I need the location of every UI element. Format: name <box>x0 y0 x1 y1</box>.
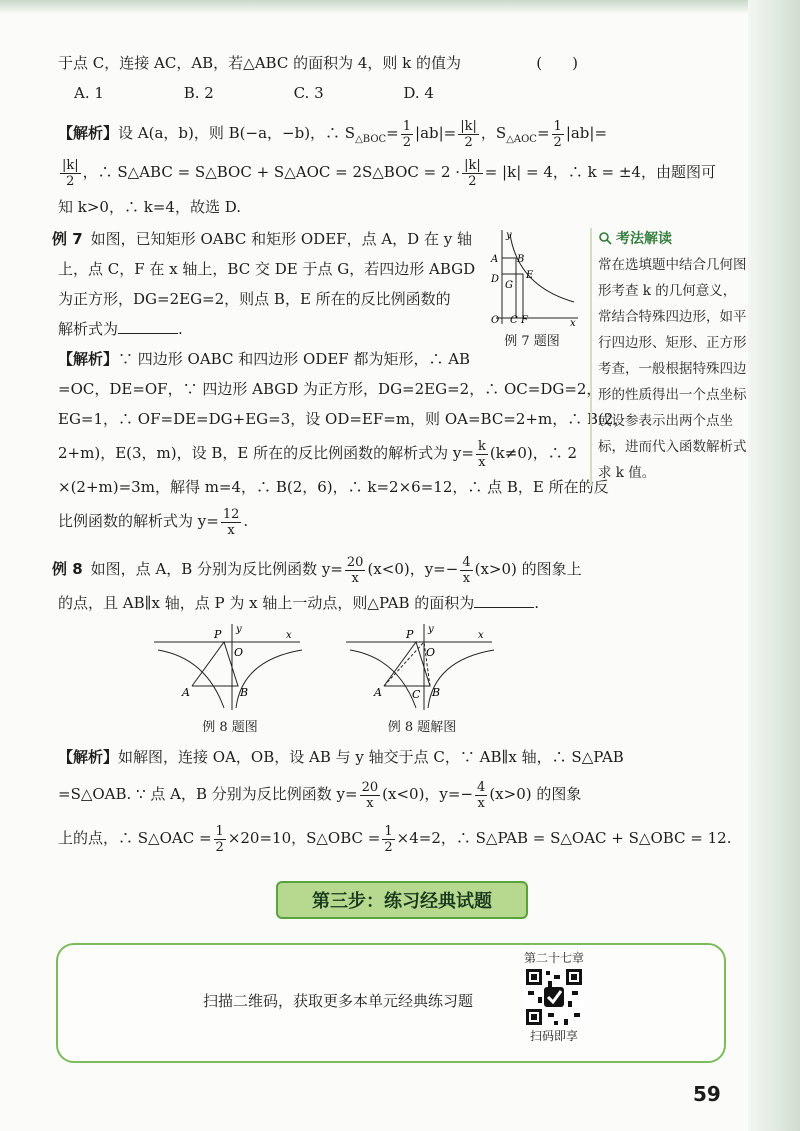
fraction <box>360 780 381 811</box>
sol-text: ×20=10，S△OBC = <box>227 829 381 847</box>
fraction <box>214 824 226 855</box>
curve-right <box>428 650 494 708</box>
label-x: x <box>570 318 576 326</box>
fraction <box>221 507 242 538</box>
ex8-label: 例 8 <box>52 560 83 578</box>
ex8-sol2 <box>58 772 586 816</box>
frac-num: 1 <box>384 823 393 839</box>
qr-block <box>514 951 594 1043</box>
answer-blank <box>474 593 534 608</box>
ex8-stem2: 的点，且 AB∥x 轴，点 P 为 x 轴上一动点，则△PAB 的面积为 . <box>58 594 540 612</box>
sol-text: ×4=2，∴ S△PAB = S△OAC + S△OBC = 12. <box>396 829 732 847</box>
label-b: B <box>517 254 525 265</box>
sol-text: 设 A(a，b)，则 B(−a，−b)，∴ S <box>118 124 356 142</box>
frac-num: 1 <box>553 118 562 134</box>
frac-num: 1 <box>402 118 412 134</box>
option-a: A. 1 <box>74 84 104 102</box>
ex7-stem2: 上，点 C，F 在 x 轴上，BC 交 DE 于点 G，若四边形 ABGD <box>58 260 476 278</box>
solution-label: 【解析】 <box>58 350 119 368</box>
q6-stem <box>58 48 586 78</box>
label-o: O <box>491 315 500 326</box>
frac-num: |k| <box>460 118 477 134</box>
frac-num: 12 <box>222 506 240 522</box>
sol-sub: △BOC <box>355 134 387 145</box>
fraction <box>401 119 413 150</box>
ex8-text: 的点，且 AB∥x 轴，点 P 为 x 轴上一动点，则△PAB 的面积为 <box>58 594 475 612</box>
ex8-solution-caption: 例 8 题解图 <box>387 720 457 735</box>
ex8-text: (x<0)，y=− <box>367 560 459 578</box>
triangle-pab <box>384 642 430 686</box>
ex7-caption: 例 7 题图 <box>504 334 560 349</box>
chapter-label: 第二十七章 <box>523 951 584 965</box>
frac-den: x <box>478 454 486 470</box>
fraction <box>462 158 483 189</box>
q6-solution-line1 <box>58 114 608 152</box>
ex7-sol1 <box>58 344 478 374</box>
frac-den: 2 <box>66 173 75 189</box>
sol-text: 上的点，∴ S△OAC = <box>58 829 212 847</box>
sol-text: =S△OAB. ∵ 点 A，B 分别为反比例函数 y= <box>58 785 358 803</box>
frac-num: 4 <box>477 779 486 795</box>
label-f: F <box>521 315 528 326</box>
sidebar-tip <box>590 228 748 486</box>
ex7-stem4: 解析式为 . <box>58 320 183 338</box>
sol-text: = <box>536 124 550 142</box>
page-number: 59 <box>693 1082 721 1106</box>
solution-label: 【解析】 <box>58 748 119 766</box>
fraction <box>460 555 472 586</box>
ex7-label: 例 7 <box>52 230 83 248</box>
sol-text: = |k| = 4，∴ k = ±4，由题图可 <box>484 163 716 181</box>
section-banner: 第三步：练习经典试题 <box>276 881 528 919</box>
magnifier-icon <box>598 231 612 245</box>
sol-text: = <box>386 124 399 142</box>
sol-text: ，S <box>480 124 507 142</box>
frac-den: 2 <box>553 134 562 150</box>
q6-stem-text: 于点 C，连接 AC，AB，若△ABC 的面积为 4，则 k 的值为 <box>58 54 462 72</box>
sol-sub: △AOC <box>506 134 537 145</box>
q6-solution-line2 <box>58 152 716 192</box>
qr-code-icon[interactable] <box>524 967 584 1027</box>
sol-text: (k≠0)，∴ 2 <box>489 444 578 462</box>
label-o: O <box>234 646 244 659</box>
q6-options <box>74 78 434 108</box>
label-x: x <box>478 630 484 641</box>
label-e: E <box>526 270 534 281</box>
fraction <box>475 780 487 811</box>
label-c: C <box>510 315 518 326</box>
ex8-figure <box>150 620 310 735</box>
frac-den: 2 <box>402 134 412 150</box>
fraction <box>345 555 366 586</box>
sidebar-title-text: 考法解读 <box>616 231 672 247</box>
q6-solution-line3: 知 k>0，∴ k=4，故选 D. <box>58 198 241 216</box>
ex7-stem1 <box>52 224 478 254</box>
ex7-text: 解析式为 <box>58 320 119 338</box>
label-c: C <box>412 688 421 701</box>
label-p: P <box>214 628 222 641</box>
curve-left <box>158 650 224 708</box>
label-a: A <box>182 686 190 699</box>
label-y: y <box>428 624 434 635</box>
ex8-text: 如图，点 A，B 分别为反比例函数 y= <box>90 560 343 578</box>
frac-num: 4 <box>462 554 471 570</box>
top-edge <box>0 0 800 14</box>
ex8-solution-graph <box>342 620 502 712</box>
frac-num: 1 <box>215 823 224 839</box>
label-p: P <box>406 628 414 641</box>
fraction <box>552 119 564 150</box>
frac-den: x <box>462 570 471 586</box>
sol-text: . <box>243 512 249 530</box>
curve-left <box>350 650 416 708</box>
label-b: B <box>240 686 249 699</box>
sol-text: 如解图，连接 OA，OB，设 AB 与 y 轴交于点 C，∵ AB∥x 轴，∴ S△PAB <box>118 748 624 766</box>
ex7-sol2: =OC，DE=OF，∵ 四边形 ABGD 为正方形，DG=2EG=2，∴ OC=DG=2， <box>58 380 602 398</box>
solution-label: 【解析】 <box>58 124 119 142</box>
sol-text: ，∴ S△ABC = S△BOC + S△AOC = 2S△BOC = 2 · <box>82 163 461 181</box>
ex8-graph <box>150 620 310 712</box>
ex7-stem3: 为正方形，DG=2EG=2，则点 B，E 所在的反比例函数的 <box>58 290 451 308</box>
frac-den: 2 <box>384 839 393 855</box>
answer-paren: ( ) <box>536 54 578 72</box>
frac-num: |k| <box>464 157 481 173</box>
sol-text: |ab|= <box>565 124 608 142</box>
sidebar-title <box>598 228 748 248</box>
ex8-sol3 <box>58 816 732 860</box>
fraction <box>476 439 488 470</box>
ex7-text: 如图，已知矩形 OABC 和矩形 ODEF，点 A，D 在 y 轴 <box>90 230 472 248</box>
ex7-sol3: EG=1，∴ OF=DE=DG+EG=3，设 OD=EF=m，则 OA=BC=2+m，∴ B(2， <box>58 410 629 428</box>
label-o: O <box>426 646 436 659</box>
frac-den: x <box>227 522 235 538</box>
frac-num: k <box>477 438 486 454</box>
option-c: C. 3 <box>293 84 324 102</box>
sol-text: |ab|= <box>415 124 457 142</box>
qr-promo-box <box>56 943 726 1063</box>
ex7-sol6 <box>58 502 586 540</box>
fraction <box>458 119 479 150</box>
label-x: x <box>286 630 292 641</box>
ex7-graph <box>482 226 582 326</box>
sol-text: 2+m)，E(3，m)，设 B，E 所在的反比例函数的解析式为 y= <box>58 444 474 462</box>
ex7-sol5: ×(2+m)=3m，解得 m=4，∴ B(2，6)，∴ k=2×6=12，∴ 点 B，E 所在的反 <box>58 478 609 496</box>
label-g: G <box>505 280 513 291</box>
sidebar-body: 常在选填题中结合几何图形考查 k 的几何意义，常结合特殊四边形，如平行四边形、矩形、正方形考查，一般根据特殊四边形的性质得出一个点坐标或设参表示出两个点坐标，进而代入函数解析式求 k 值。 <box>598 257 747 481</box>
ex8-stem1 <box>52 550 586 588</box>
page-edge <box>748 0 800 1131</box>
ex8-solution-figure <box>342 620 502 735</box>
label-y: y <box>236 624 242 635</box>
sol-text: ∵ 四边形 OABC 和四边形 ODEF 都为矩形，∴ AB <box>118 350 471 368</box>
ex7-block <box>52 224 478 344</box>
ex8-caption: 例 8 题图 <box>202 720 258 735</box>
segment-oa <box>384 642 424 686</box>
frac-den: x <box>477 795 485 811</box>
frac-den: x <box>351 570 359 586</box>
label-d: D <box>491 274 500 285</box>
label-a: A <box>374 686 382 699</box>
ex8-sol1 <box>58 742 624 772</box>
sol-text: 比例函数的解析式为 y= <box>58 512 219 530</box>
qr-promo-text: 扫描二维码，获取更多本单元经典练习题 <box>203 992 474 1010</box>
qr-caption: 扫码即享 <box>529 1029 578 1043</box>
option-d: D. 4 <box>403 84 434 102</box>
ex8-solution <box>58 742 732 860</box>
ex7-figure <box>482 226 582 349</box>
frac-den: x <box>366 795 374 811</box>
ex7-sol4 <box>58 434 586 472</box>
sol-text: (x<0)，y=− <box>382 785 474 803</box>
frac-num: 20 <box>346 554 364 570</box>
frac-den: 2 <box>468 173 477 189</box>
option-b: B. 2 <box>183 84 214 102</box>
label-y: y <box>506 230 512 241</box>
sol-text: (x>0) 的图象 <box>489 785 582 803</box>
fraction <box>60 158 81 189</box>
curve-right <box>236 650 302 708</box>
frac-den: 2 <box>215 839 224 855</box>
frac-num: 20 <box>361 779 379 795</box>
hyperbola-curve <box>510 234 574 302</box>
label-a: A <box>491 254 499 265</box>
frac-num: |k| <box>62 157 79 173</box>
label-b: B <box>432 686 441 699</box>
frac-den: 2 <box>464 134 473 150</box>
answer-blank <box>118 319 178 334</box>
ex8-text: (x>0) 的图象上 <box>474 560 582 578</box>
triangle-pab <box>192 642 238 686</box>
fraction <box>382 824 394 855</box>
